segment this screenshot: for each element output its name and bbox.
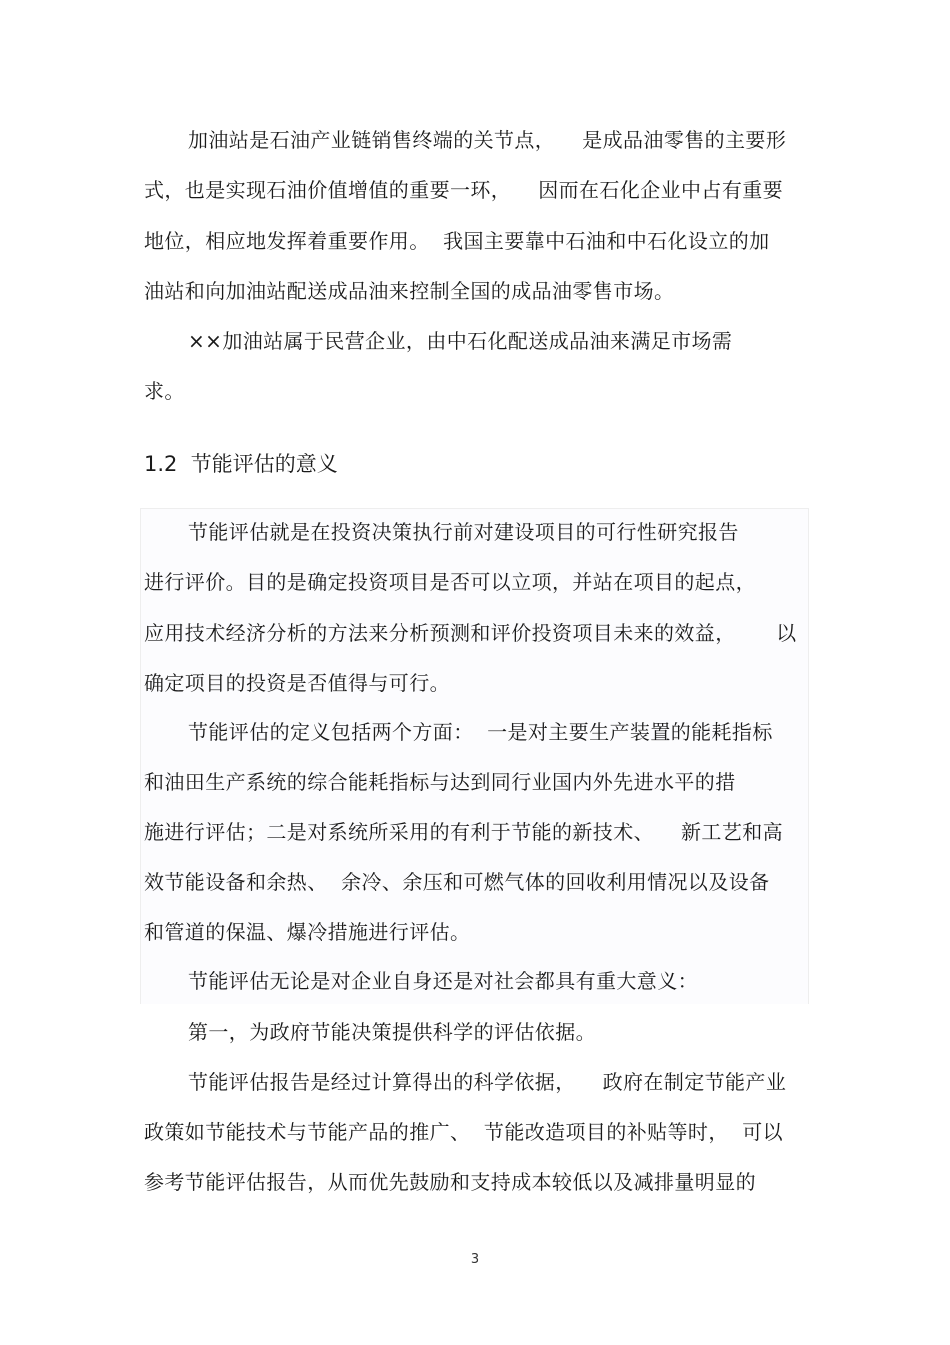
paragraph-line: 节能评估的定义包括两个方面： 一是对主要生产装置的能耗指标 (188, 720, 773, 744)
paragraph-line: 施进行评估；二是对系统所采用的有利于节能的新技术、 新工艺和高 (144, 820, 784, 844)
paragraph-line: 参考节能评估报告，从而优先鼓励和支持成本较低以及减排量明显的 (144, 1170, 756, 1194)
paragraph-line: 效节能设备和余热、 余冷、余压和可燃气体的回收利用情况以及设备 (144, 870, 770, 894)
paragraph-line: 节能评估报告是经过计算得出的科学依据， 政府在制定节能产业 (188, 1070, 787, 1094)
paragraph-line: 和油田生产系统的综合能耗指标与达到同行业国内外先进水平的措 (144, 770, 736, 794)
page-number: 3 (470, 1252, 480, 1267)
paragraph-line: 求。 (144, 379, 185, 403)
paragraph-line: 式，也是实现石油价值增值的重要一环， 因而在石化企业中占有重要 (144, 178, 784, 202)
point-title: 第一，为政府节能决策提供科学的评估依据。 (188, 1020, 596, 1044)
paragraph-line: 应用技术经济分析的方法来分析预测和评价投资项目未来的效益， 以 (144, 621, 797, 645)
paragraph-line: 确定项目的投资是否值得与可行。 (144, 671, 450, 695)
paragraph-line: ××加油站属于民营企业，由中石化配送成品油来满足市场需 (188, 329, 733, 353)
paragraph-line: 进行评价。目的是确定投资项目是否可以立项，并站在项目的起点， (144, 570, 756, 594)
paragraph-line: 节能评估就是在投资决策执行前对建设项目的可行性研究报告 (188, 520, 739, 544)
paragraph-line: 油站和向加油站配送成品油来控制全国的成品油零售市场。 (144, 279, 675, 303)
paragraph-line: 地位，相应地发挥着重要作用。 我国主要靠中石油和中石化设立的加 (144, 229, 770, 253)
paragraph-line: 节能评估无论是对企业自身还是对社会都具有重大意义： (188, 969, 698, 993)
paragraph-line: 政策如节能技术与节能产品的推广、 节能改造项目的补贴等时， 可以 (144, 1120, 784, 1144)
paragraph-line: 和管道的保温、爆冷措施进行评估。 (144, 920, 471, 944)
section-heading: 1.2 节能评估的意义 (144, 452, 338, 476)
paragraph-line: 加油站是石油产业链销售终端的关节点， 是成品油零售的主要形 (188, 128, 787, 152)
